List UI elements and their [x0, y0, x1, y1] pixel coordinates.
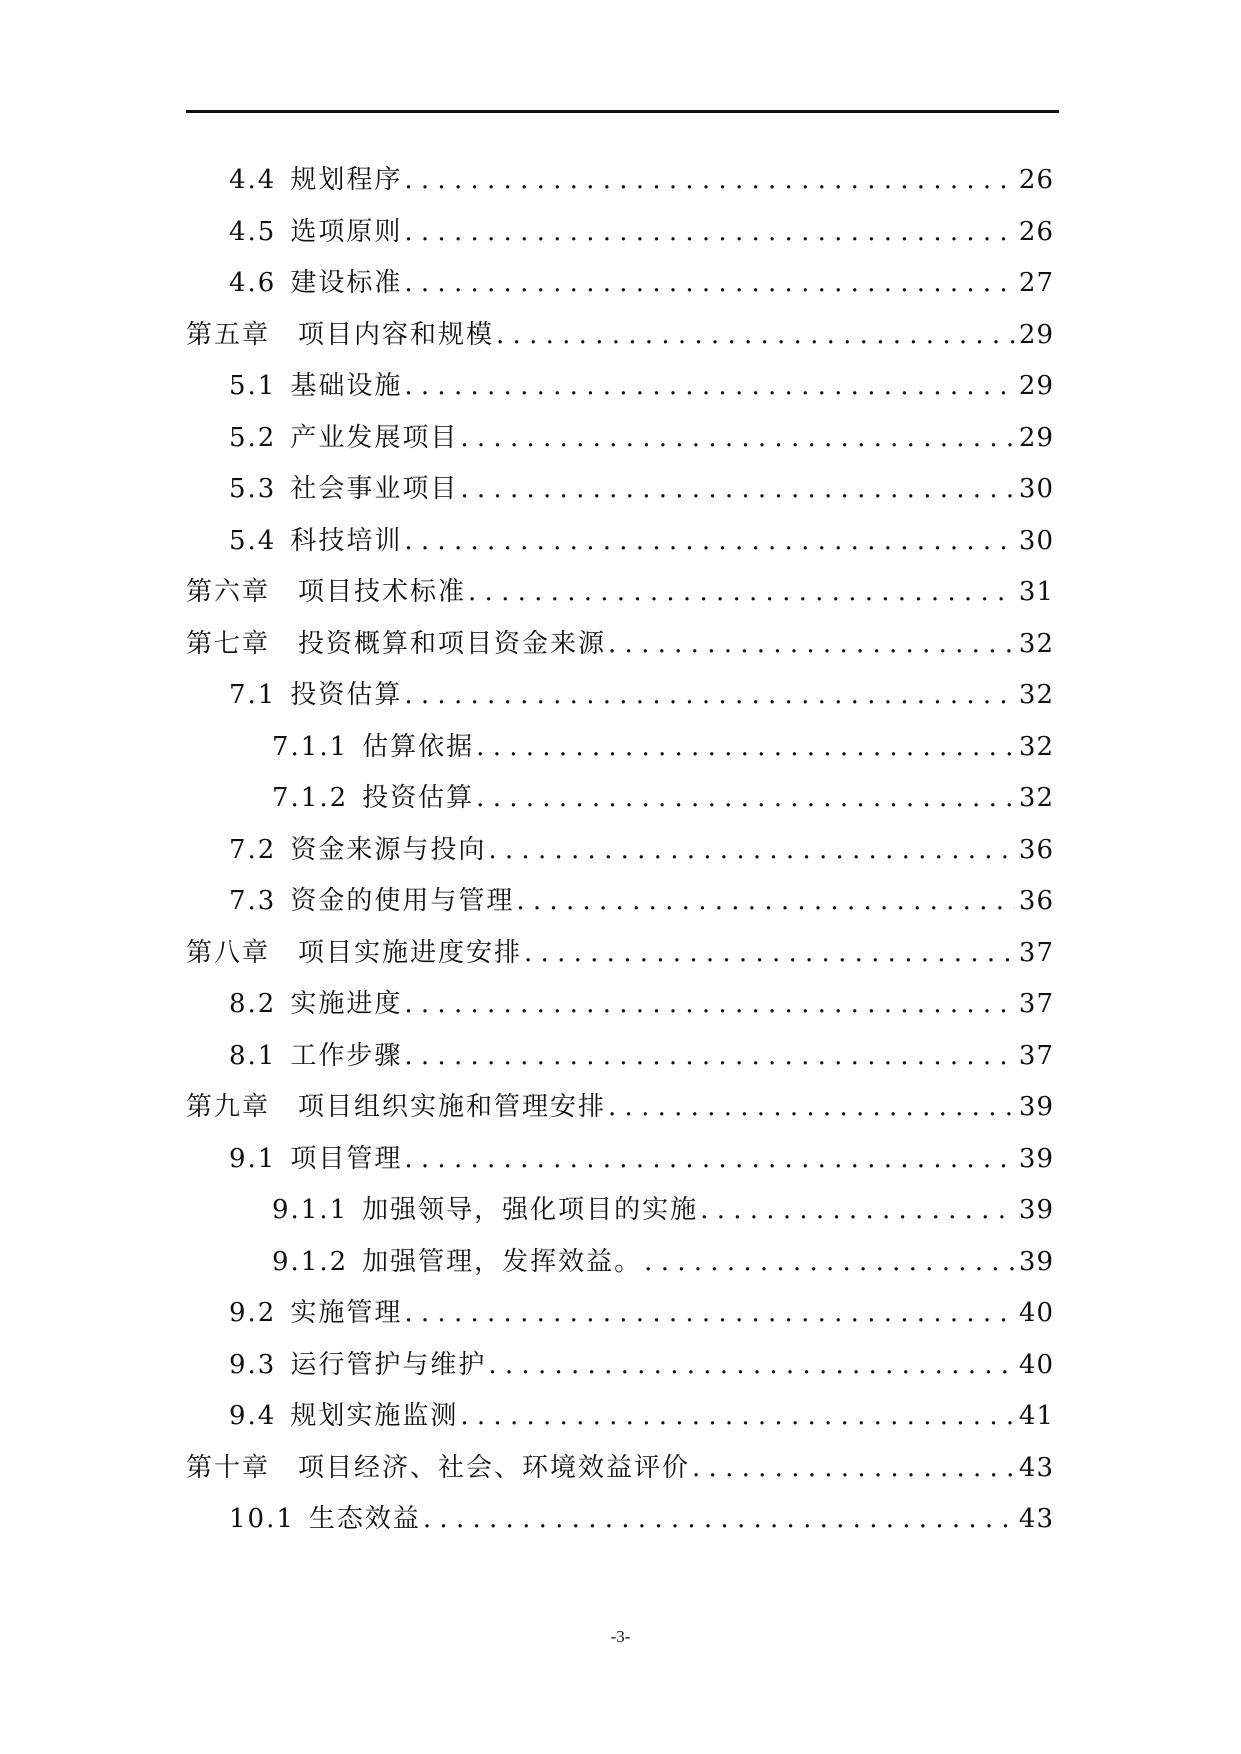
toc-entry-title: 资金的使用与管理	[290, 886, 515, 916]
toc-entry-title: 投资估算	[290, 680, 403, 710]
toc-dot-leader	[458, 1390, 1015, 1442]
toc-entry[interactable]	[0, 1442, 1241, 1494]
toc-entry-page: 30	[1018, 474, 1054, 504]
toc-entry-number: 7.2	[229, 834, 277, 865]
toc-entry-title: 实施进度	[290, 989, 403, 1019]
toc-dot-leader	[402, 257, 1015, 309]
toc-entry-title: 基础设施	[290, 371, 403, 401]
toc-entry-number: 4.5	[229, 216, 277, 247]
toc-entry[interactable]	[0, 309, 1241, 361]
toc-entry-title: 社会事业项目	[290, 474, 459, 504]
toc-dot-leader	[474, 772, 1015, 824]
header-rule	[186, 110, 1059, 113]
toc-entry-number: 5.4	[229, 525, 277, 556]
toc-entry-page: 37	[1018, 937, 1054, 968]
toc-entry-number: 5.3	[229, 474, 277, 504]
toc-entry[interactable]	[0, 1390, 1241, 1442]
toc-dot-leader	[642, 1236, 1015, 1288]
toc-dot-leader	[458, 463, 1015, 515]
toc-entry-number: 9.2	[229, 1298, 277, 1328]
toc-dot-leader	[486, 1339, 1015, 1391]
toc-entry[interactable]	[0, 206, 1241, 258]
toc-entry-title: 估算依据	[362, 731, 475, 762]
toc-entry-page: 43	[1018, 1452, 1054, 1483]
toc-dot-leader	[514, 875, 1015, 927]
toc-dot-leader	[486, 824, 1015, 876]
toc-entry-title: 建设标准	[290, 268, 403, 298]
toc-entry-title: 项目管理	[290, 1143, 403, 1174]
toc-entry-title: 规划实施监测	[290, 1401, 459, 1431]
toc-entry-page: 37	[1018, 1040, 1054, 1071]
toc-entry-page: 30	[1018, 525, 1054, 556]
toc-entry-title: 实施管理	[290, 1298, 403, 1328]
toc-entry-title: 项目组织实施和管理安排	[298, 1092, 607, 1122]
toc-entry-number: 10.1	[229, 1504, 295, 1534]
toc-entry-number: 9.4	[229, 1401, 277, 1431]
toc-entry-title: 科技培训	[290, 525, 403, 556]
toc-entry[interactable]	[0, 412, 1241, 464]
toc-entry-title: 加强管理，发挥效益。	[362, 1246, 643, 1277]
toc-entry[interactable]	[0, 1081, 1241, 1133]
toc-entry[interactable]	[0, 566, 1241, 618]
toc-entry-title: 项目经济、社会、环境效益评价	[298, 1452, 691, 1483]
toc-entry-number: 第十章	[186, 1452, 271, 1483]
toc-entry-number: 5.2	[229, 422, 277, 453]
toc-entry-title: 选项原则	[290, 216, 403, 247]
toc-dot-leader	[402, 978, 1015, 1030]
toc-entry[interactable]	[0, 154, 1241, 206]
toc-entry-page: 36	[1018, 834, 1054, 865]
toc-entry-title: 工作步骤	[290, 1040, 403, 1071]
toc-entry-page: 37	[1018, 989, 1054, 1019]
toc-entry[interactable]	[0, 927, 1241, 979]
toc-entry-page: 27	[1018, 268, 1054, 298]
toc-entry-page: 29	[1018, 319, 1054, 350]
toc-entry-title: 投资估算	[362, 783, 475, 813]
toc-entry[interactable]	[0, 1184, 1241, 1236]
toc-entry-page: 36	[1018, 886, 1054, 916]
toc-dot-leader	[402, 154, 1015, 206]
toc-entry-title: 运行管护与维护	[290, 1349, 487, 1380]
toc-dot-leader	[402, 669, 1015, 721]
page-number: -3-	[610, 1627, 631, 1646]
toc-entry-number: 4.4	[229, 165, 277, 195]
toc-entry[interactable]	[0, 721, 1241, 773]
toc-entry-page: 29	[1018, 371, 1054, 401]
toc-entry-page: 40	[1018, 1298, 1054, 1328]
toc-entry-title: 项目技术标准	[298, 577, 467, 607]
toc-entry-number: 第七章	[186, 628, 271, 659]
toc-entry-page: 39	[1018, 1092, 1054, 1122]
toc-entry-page: 39	[1018, 1143, 1054, 1174]
toc-entry-number: 9.1.1	[272, 1195, 349, 1225]
toc-entry-title: 规划程序	[290, 165, 403, 195]
toc-entry-page: 26	[1018, 216, 1054, 247]
toc-entry[interactable]	[0, 257, 1241, 309]
toc-entry[interactable]	[0, 463, 1241, 515]
toc-entry-number: 7.3	[229, 886, 277, 916]
toc-dot-leader	[466, 566, 1015, 618]
toc-entry-number: 8.2	[229, 989, 277, 1019]
toc-entry-page: 32	[1018, 783, 1054, 813]
toc-entry[interactable]	[0, 1236, 1241, 1288]
toc-entry-number: 7.1.2	[272, 783, 349, 813]
toc-dot-leader	[421, 1493, 1015, 1545]
toc-entry-page: 40	[1018, 1349, 1054, 1380]
toc-entry[interactable]	[0, 978, 1241, 1030]
toc-entry-title: 项目实施进度安排	[298, 937, 523, 968]
toc-entry-page: 32	[1018, 628, 1054, 659]
toc-entry[interactable]	[0, 360, 1241, 412]
toc-entry[interactable]	[0, 824, 1241, 876]
toc-dot-leader	[402, 1030, 1015, 1082]
toc-entry-title: 投资概算和项目资金来源	[298, 628, 607, 659]
toc-entry-number: 9.1.2	[272, 1246, 349, 1277]
toc-entry-page: 29	[1018, 422, 1054, 453]
toc-entry-page: 32	[1018, 680, 1054, 710]
toc-entry-number: 第五章	[186, 319, 271, 350]
toc-entry-page: 26	[1018, 165, 1054, 195]
toc-entry[interactable]	[0, 875, 1241, 927]
toc-entry[interactable]	[0, 1287, 1241, 1339]
toc-entry[interactable]	[0, 1493, 1241, 1545]
toc-dot-leader	[402, 515, 1015, 567]
toc-dot-leader	[698, 1184, 1015, 1236]
toc-entry-page: 31	[1018, 577, 1054, 607]
toc-entry-number: 第八章	[186, 937, 271, 968]
toc-dot-leader	[522, 927, 1015, 979]
toc-entry-page: 39	[1018, 1246, 1054, 1277]
toc-entry-title: 加强领导，强化项目的实施	[362, 1195, 699, 1225]
toc-entry-number: 4.6	[229, 268, 277, 298]
toc-dot-leader	[474, 721, 1015, 773]
toc-entry-number: 8.1	[229, 1040, 277, 1071]
toc-entry[interactable]	[0, 1133, 1241, 1185]
toc-entry-number: 第六章	[186, 577, 271, 607]
toc-entry[interactable]	[0, 1030, 1241, 1082]
toc-entry-number: 第九章	[186, 1092, 271, 1122]
toc-entry[interactable]	[0, 1339, 1241, 1391]
toc-entry-title: 项目内容和规模	[298, 319, 495, 350]
toc-dot-leader	[402, 206, 1015, 258]
toc-entry[interactable]	[0, 515, 1241, 567]
toc-entry-number: 9.3	[229, 1349, 277, 1380]
toc-entry-title: 资金来源与投向	[290, 834, 487, 865]
toc-dot-leader	[402, 1287, 1015, 1339]
toc-entry-title: 生态效益	[308, 1504, 421, 1534]
toc-entry-number: 7.1.1	[272, 731, 349, 762]
toc-dot-leader	[494, 309, 1015, 361]
toc-entry[interactable]	[0, 772, 1241, 824]
toc-entry-title: 产业发展项目	[290, 422, 459, 453]
toc-dot-leader	[402, 1133, 1015, 1185]
toc-dot-leader	[690, 1442, 1015, 1494]
toc-entry-number: 7.1	[229, 680, 277, 710]
toc-entry-page: 41	[1018, 1401, 1054, 1431]
toc-entry-page: 32	[1018, 731, 1054, 762]
toc-dot-leader	[606, 618, 1015, 670]
toc-entry-page: 39	[1018, 1195, 1054, 1225]
toc-entry[interactable]	[0, 618, 1241, 670]
toc-entry-page: 43	[1018, 1504, 1054, 1534]
toc-entry-number: 5.1	[229, 371, 277, 401]
toc-dot-leader	[458, 412, 1015, 464]
toc-entry-number: 9.1	[229, 1143, 277, 1174]
toc-dot-leader	[606, 1081, 1015, 1133]
toc-entry[interactable]	[0, 669, 1241, 721]
toc-dot-leader	[402, 360, 1015, 412]
